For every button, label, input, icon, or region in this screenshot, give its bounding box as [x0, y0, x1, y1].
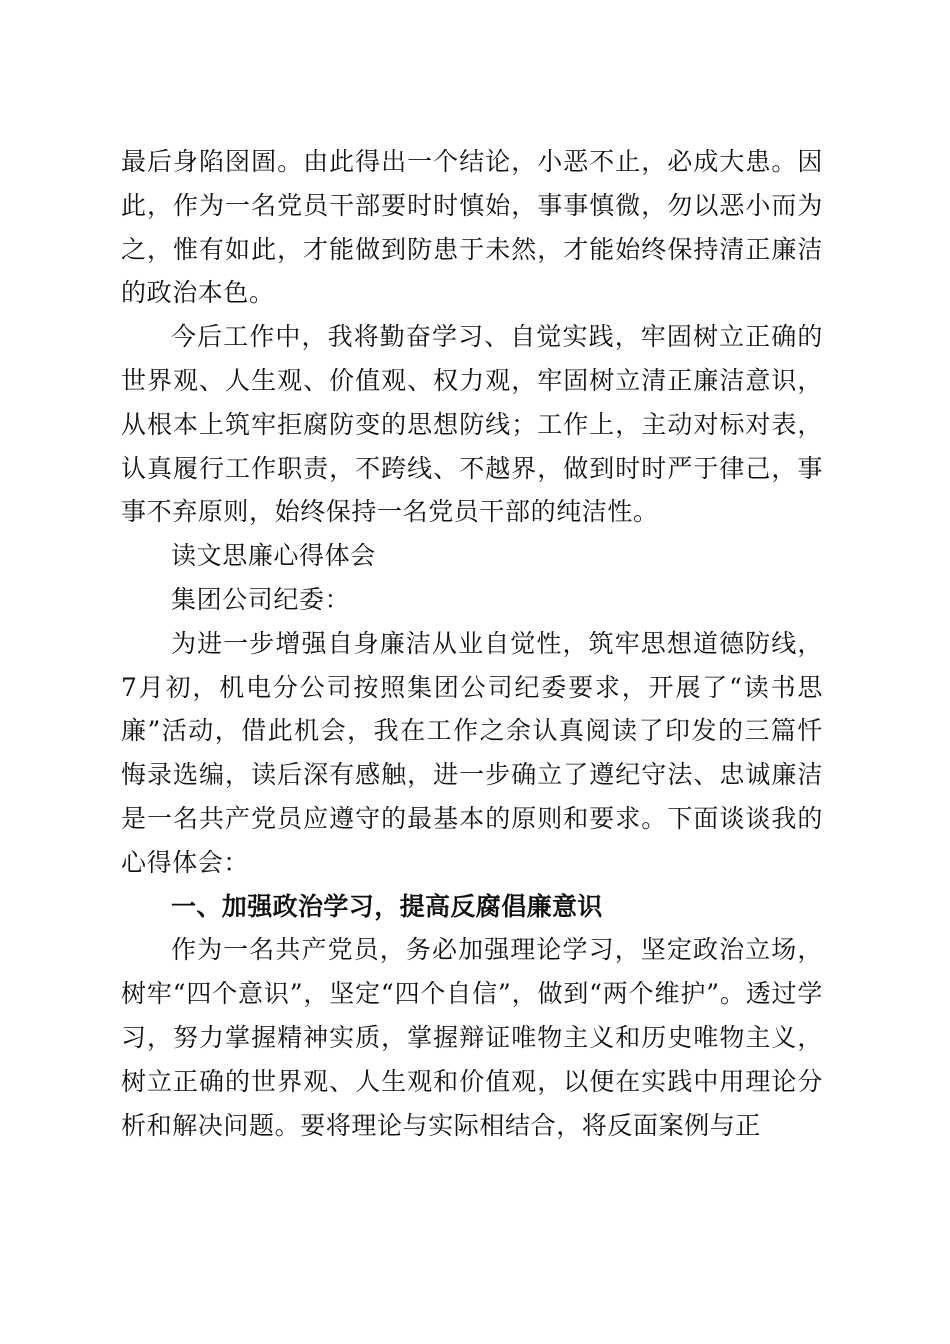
paragraph-continuation: 最后身陷囹圄。由此得出一个结论，小恶不止，必成大患。因此，作为一名党员干部要时时慎始，事事慎微，勿以恶小而为之，惟有如此，才能做到防患于未然，才能始终保持清正廉洁的政治本色。	[121, 147, 823, 308]
document-body	[121, 140, 823, 1147]
salutation: 集团公司纪委：	[171, 584, 351, 614]
paragraph-future-work: 今后工作中，我将勤奋学习、自觉实践，牢固树立正确的世界观、人生观、价值观、权力观，牢固树立清正廉洁意识，从根本上筑牢拒腐防变的思想防线；工作上，主动对标对表，认真履行工作职责，不跨线、不越界，做到时时严于律己，事事不弃原则，始终保持一名党员干部的纯洁性。	[121, 322, 823, 527]
paragraph-intro: 为进一步增强自身廉洁从业自觉性，筑牢思想道德防线，7月初，机电分公司按照集团公司纪委要求，开展了“读书思廉”活动，借此机会，我在工作之余认真阅读了印发的三篇忏悔录选编，读后深有感触，进一步确立了遵纪守法、忠诚廉洁是一名共产党员应遵守的最基本的原则和要求。下面谈谈我的心得体会：	[121, 628, 823, 877]
section-heading-1: 一、加强政治学习，提高反腐倡廉意识	[171, 891, 603, 921]
document-title: 读文思廉心得体会	[171, 541, 376, 571]
paragraph-political-study: 作为一名共产党员，务必加强理论学习，坚定政治立场，树牢“四个意识”，坚定“四个自信”，做到“两个维护”。透过学习，努力掌握精神实质，掌握辩证唯物主义和历史唯物主义，树立正确的世界观、人生观和价值观，以便在实践中用理论分析和解决问题。要将理论与实际相结合，将反面案例与正	[121, 935, 823, 1140]
